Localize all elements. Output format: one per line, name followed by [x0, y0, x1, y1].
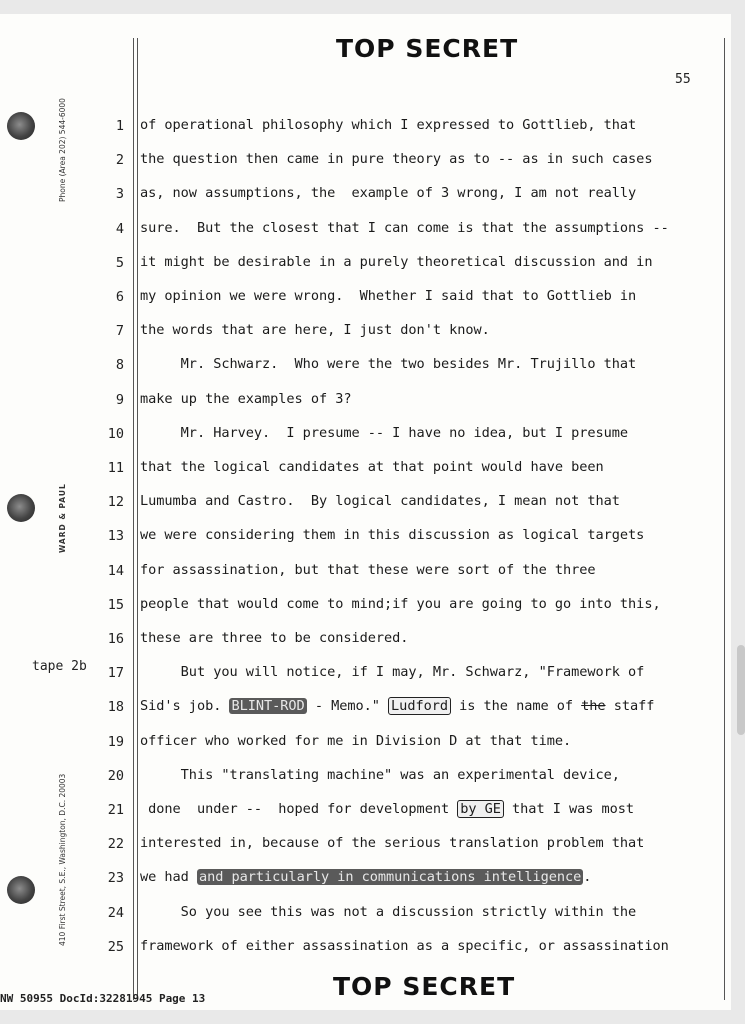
transcript-line	[140, 596, 661, 612]
transcript-line	[140, 904, 636, 920]
transcript-line	[140, 356, 636, 372]
line-text: So you see this was not a discussion strictly within the	[140, 903, 637, 920]
redaction-outline: by GE	[457, 800, 504, 818]
tape-label: tape 2b	[32, 659, 87, 674]
line-text: it might be desirable in a purely theoretical discussion and in	[140, 253, 653, 270]
line-number: 18	[107, 699, 124, 716]
line-number: 14	[107, 562, 124, 579]
line-text: my opinion we were wrong. Whether I said that to Gottlieb in	[140, 288, 637, 304]
line-number: 13	[107, 528, 124, 545]
line-number: 19	[107, 733, 124, 750]
line-text: This "translating machine" was an experimental device,	[140, 766, 620, 783]
transcript-line	[140, 733, 571, 749]
line-text: we had	[140, 869, 197, 886]
line-text: Mr. Harvey. I presume -- I have no idea, but I presume	[140, 424, 629, 441]
transcript-line	[140, 801, 634, 817]
transcript-line	[140, 459, 604, 475]
redaction-outline: Ludford	[388, 697, 451, 715]
line-number: 2	[115, 152, 124, 169]
line-text: is the name of	[451, 698, 582, 715]
line-number: 20	[107, 767, 124, 784]
transcript-line	[140, 938, 669, 954]
line-number: 10	[107, 425, 124, 442]
transcript-line	[140, 493, 620, 509]
margin-firm: WARD & PAUL	[58, 483, 67, 553]
line-number: 7	[115, 323, 124, 340]
line-number: 12	[107, 494, 124, 511]
punch-hole-icon	[7, 876, 35, 904]
page-number: 55	[675, 72, 691, 87]
line-number: 21	[107, 802, 124, 818]
line-number: 1	[115, 118, 124, 134]
transcript-line	[140, 767, 620, 783]
line-number: 9	[115, 391, 124, 408]
margin-rule	[133, 38, 134, 1000]
line-number: 22	[107, 836, 124, 853]
line-number: 5	[115, 254, 124, 271]
line-number: 25	[107, 938, 124, 955]
line-text: officer who worked for me in Division D at that time.	[140, 732, 572, 749]
line-text: .	[583, 869, 592, 886]
punch-hole-icon	[7, 112, 35, 140]
line-text: But you will notice, if I may, Mr. Schwarz, "Framework of	[140, 664, 645, 681]
transcript-line	[140, 185, 636, 201]
redaction: and particularly in communications intelligence	[198, 869, 582, 886]
line-text: Sid's job.	[140, 698, 230, 715]
transcript-line	[140, 698, 654, 714]
transcript-line	[140, 220, 669, 236]
line-text: framework of either assassination as a specific, or assassination	[140, 937, 669, 954]
line-number: 6	[115, 289, 124, 305]
footer-docid: NW 50955 DocId:32281945 Page 13	[0, 992, 206, 1005]
line-number: 16	[107, 631, 124, 647]
transcript-line	[140, 630, 408, 646]
transcript-line	[140, 562, 596, 578]
transcript-line	[140, 527, 644, 543]
line-text: the question then came in pure theory as to -- as in such cases	[140, 151, 653, 168]
line-number: 8	[115, 357, 124, 374]
line-text: sure. But the closest that I can come is that the assumptions --	[140, 219, 669, 236]
transcript-line	[140, 322, 490, 338]
transcript-line	[140, 869, 591, 885]
scrollbar[interactable]	[737, 645, 745, 735]
line-number: 4	[115, 220, 124, 237]
line-text: interested in, because of the serious translation problem that	[140, 835, 645, 852]
line-text: of operational philosophy which I expressed to Gottlieb, that	[140, 117, 637, 133]
line-text: staff	[605, 698, 655, 715]
transcript-line	[140, 425, 628, 441]
transcript-line	[140, 288, 636, 304]
line-number: 23	[107, 870, 124, 887]
transcript-line	[140, 664, 644, 680]
line-text: as, now assumptions, the example of 3 wrong, I am not really	[140, 185, 637, 202]
line-number: 24	[107, 904, 124, 921]
transcript-line	[140, 835, 644, 851]
transcript-line	[140, 254, 652, 270]
punch-hole-icon	[7, 494, 35, 522]
document-page	[0, 14, 731, 1010]
line-number: 17	[107, 665, 124, 682]
line-number: 11	[107, 460, 124, 476]
line-text: done under -- hoped for development	[140, 801, 458, 817]
line-text: people that would come to mind;if you are going to go into this,	[140, 595, 661, 612]
line-number: 3	[115, 186, 124, 203]
line-text: - Memo."	[306, 698, 389, 715]
line-text: that I was most	[503, 801, 635, 817]
line-text: for assassination, but that these were sort of the three	[140, 561, 596, 578]
transcript-line	[140, 391, 352, 407]
margin-rule	[137, 38, 138, 1000]
transcript-line	[140, 117, 636, 133]
header-classification: TOP SECRET	[336, 34, 519, 63]
line-text: Lumumba and Castro. By logical candidates, I mean not that	[140, 493, 620, 510]
margin-address: 410 First Street, S.E., Washington, D.C. 20003	[58, 773, 67, 946]
line-text: Mr. Schwarz. Who were the two besides Mr. Trujillo that	[140, 356, 637, 373]
redaction: BLINT-ROD	[231, 698, 305, 715]
line-text: the words that are here, I just don't know.	[140, 322, 490, 339]
line-text: we were considering them in this discussion as logical targets	[140, 527, 645, 544]
line-text: make up the examples of 3?	[140, 390, 352, 407]
line-text: these are three to be considered.	[140, 630, 409, 646]
transcript-line	[140, 151, 652, 167]
line-number: 15	[107, 596, 124, 613]
line-text: that the logical candidates at that point would have been	[140, 459, 604, 475]
footer-classification: TOP SECRET	[333, 972, 516, 1001]
struck-text: the	[581, 698, 606, 715]
right-margin-rule	[724, 38, 725, 1000]
margin-phone: Phone (Area 202) 544-6000	[58, 98, 67, 202]
